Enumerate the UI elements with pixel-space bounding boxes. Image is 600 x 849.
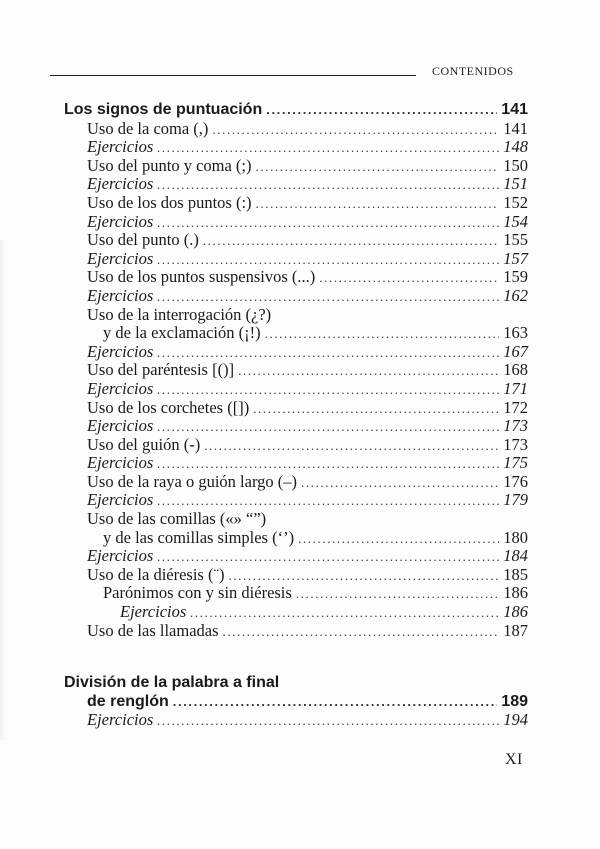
toc-entry-label: Ejercicios	[87, 453, 154, 473]
toc-exercise-entry	[0, 547, 600, 566]
toc-entry	[0, 231, 600, 250]
toc-exercise-entry	[0, 250, 600, 269]
toc-page-number: 167	[503, 341, 528, 361]
toc-entry-label: Uso de la interrogación (¿?)	[87, 304, 272, 324]
dot-leader	[256, 195, 500, 214]
dot-leader	[203, 232, 499, 251]
toc-entry-label: Ejercicios	[87, 490, 154, 510]
toc-page-number: 180	[503, 527, 528, 547]
toc-entry	[0, 306, 600, 325]
toc-page-number: 151	[503, 174, 528, 194]
toc-section-heading-continued	[0, 693, 600, 712]
toc-page-number: 173	[503, 434, 528, 454]
toc-entry-label: Parónimos con y sin diéresis	[103, 583, 292, 603]
dot-leader	[301, 474, 499, 493]
toc-entry	[0, 529, 600, 548]
toc-entry-label: Uso de los puntos suspensivos (...)	[87, 267, 316, 287]
toc-page-number: 148	[503, 137, 528, 157]
toc-entry-label: Uso de los corchetes ([])	[87, 397, 250, 417]
dot-leader	[204, 437, 499, 456]
toc-exercise-entry	[0, 454, 600, 473]
table-of-contents	[0, 101, 600, 730]
header-rule	[50, 75, 416, 76]
toc-exercise-entry	[0, 138, 600, 157]
dot-leader	[212, 121, 499, 140]
toc-page-number: 152	[503, 192, 528, 212]
dot-leader	[256, 158, 500, 177]
toc-page-number: 171	[503, 378, 528, 398]
toc-page-number: 163	[503, 323, 528, 343]
dot-leader	[157, 381, 499, 400]
toc-entry-label: y de las comillas simples (‘’)	[103, 527, 295, 547]
toc-entry	[0, 399, 600, 418]
toc-entry-label: y de la exclamación (¡!)	[103, 323, 261, 343]
dot-leader	[223, 623, 500, 642]
toc-page-number: 179	[503, 490, 528, 510]
toc-entry-label: Ejercicios	[87, 710, 154, 730]
toc-entry-label: Ejercicios	[87, 174, 154, 194]
toc-entry-label: Ejercicios	[87, 285, 154, 305]
toc-page-number: 150	[503, 155, 528, 175]
toc-entry-label: Uso del punto (.)	[87, 230, 199, 250]
dot-leader	[173, 693, 498, 712]
toc-entry	[0, 268, 600, 287]
toc-entry	[0, 473, 600, 492]
toc-entry	[0, 157, 600, 176]
toc-entry	[0, 194, 600, 213]
toc-section-heading	[0, 101, 600, 120]
toc-entry-label: Uso de las llamadas	[87, 620, 219, 640]
toc-entry-label: Uso de la coma (,)	[87, 118, 209, 138]
toc-section-heading	[0, 674, 600, 693]
dot-leader	[265, 325, 500, 344]
toc-entry-label: Uso del paréntesis [()]	[87, 360, 235, 380]
toc-page-number: 159	[503, 267, 528, 287]
dot-leader	[157, 712, 499, 731]
toc-entry-label: Uso del guión (-)	[87, 434, 201, 454]
dot-leader	[253, 400, 499, 419]
toc-entry-label: Uso de la raya o guión largo (–)	[87, 471, 298, 491]
toc-page-number: 176	[503, 471, 528, 491]
toc-page-number: 154	[503, 211, 528, 231]
toc-exercise-entry	[0, 213, 600, 232]
dot-leader	[157, 139, 499, 158]
dot-leader	[157, 288, 499, 307]
toc-entry-label: Ejercicios	[120, 602, 187, 622]
toc-exercise-entry	[0, 603, 600, 622]
dot-leader	[319, 269, 499, 288]
toc-entry	[0, 566, 600, 585]
toc-page-number: 162	[503, 285, 528, 305]
toc-entry-label: Los signos de puntuación	[64, 101, 263, 118]
toc-entry-label: Ejercicios	[87, 416, 154, 436]
toc-exercise-entry	[0, 417, 600, 436]
toc-entry-label: Uso de la diéresis (¨)	[87, 564, 225, 584]
toc-page-number: 186	[503, 583, 528, 603]
toc-page-number: 185	[503, 564, 528, 584]
toc-entry-label: Uso del punto y coma (;)	[87, 155, 252, 175]
dot-leader	[190, 604, 499, 623]
dot-leader	[266, 101, 497, 120]
toc-page-number: 141	[501, 101, 528, 118]
toc-page-number: 172	[503, 397, 528, 417]
toc-page-number: 175	[503, 453, 528, 473]
running-head: CONTENIDOS	[432, 64, 514, 78]
toc-entry-label: Ejercicios	[87, 341, 154, 361]
dot-leader	[157, 214, 499, 233]
dot-leader	[157, 418, 499, 437]
toc-entry-label: Uso de los dos puntos (:)	[87, 192, 252, 212]
toc-entry-label: Ejercicios	[87, 137, 154, 157]
toc-page-number: 168	[503, 360, 528, 380]
toc-entry	[0, 324, 600, 343]
toc-entry	[0, 510, 600, 529]
toc-exercise-entry	[0, 491, 600, 510]
toc-entry-label: Ejercicios	[87, 248, 154, 268]
toc-entry	[0, 584, 600, 603]
toc-entry-label: Uso de las comillas («» “”)	[87, 509, 267, 529]
toc-exercise-entry	[0, 380, 600, 399]
toc-page-number: 173	[503, 416, 528, 436]
toc-entry	[0, 622, 600, 641]
toc-page-number: 184	[503, 546, 528, 566]
dot-leader	[296, 585, 499, 604]
toc-entry-label: de renglón	[87, 692, 169, 710]
toc-page-number: 141	[503, 118, 528, 138]
toc-exercise-entry	[0, 287, 600, 306]
toc-page-number: 155	[503, 230, 528, 250]
toc-exercise-entry	[0, 343, 600, 362]
toc-entry-label: Ejercicios	[87, 211, 154, 231]
toc-exercise-entry	[0, 711, 600, 730]
toc-entry-label: Ejercicios	[87, 378, 154, 398]
toc-page-number: 186	[503, 602, 528, 622]
dot-leader	[298, 530, 499, 549]
toc-entry	[0, 120, 600, 139]
toc-page-number: 194	[503, 710, 528, 730]
toc-page-number: 157	[503, 248, 528, 268]
toc-entry	[0, 436, 600, 455]
toc-exercise-entry	[0, 175, 600, 194]
toc-page-number: 189	[501, 692, 528, 710]
toc-entry-label: Ejercicios	[87, 546, 154, 566]
toc-page-number: 187	[503, 620, 528, 640]
toc-entry	[0, 361, 600, 380]
toc-entry-label: División de la palabra a final	[64, 674, 280, 692]
dot-leader	[238, 362, 499, 381]
page-folio: XI	[505, 751, 523, 768]
